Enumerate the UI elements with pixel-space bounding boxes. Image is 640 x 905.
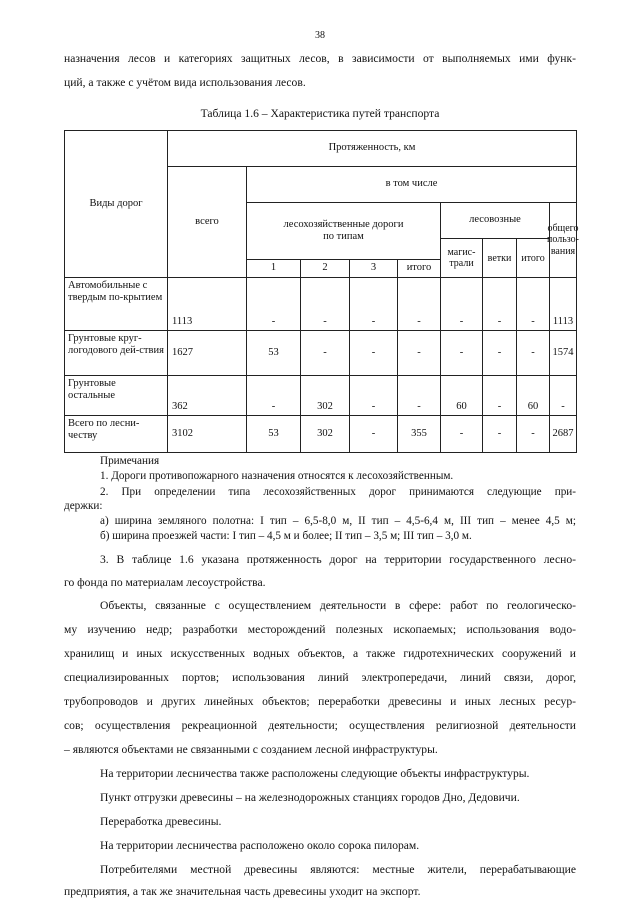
note-3-line-2: го фонда по материалам лесоустройства. <box>64 576 266 589</box>
row-3-total: 362 <box>168 376 247 416</box>
consumers-line-2: предприятия, а так же значительная часть древесины уходит на экспорт. <box>64 885 421 898</box>
row-1-total: 1113 <box>168 278 247 331</box>
row-2-t1: 53 <box>247 331 301 376</box>
header-length: Протяженность, км <box>168 131 576 167</box>
objects-line-2: му изучению недр; разработки месторождений полезных ископаемых; использования водо- <box>64 623 576 636</box>
row-3-forestry-total: - <box>398 376 441 416</box>
row-1-logging-total: - <box>517 278 550 331</box>
row-4-logging-total: - <box>517 416 550 452</box>
row-2-t2: - <box>301 331 350 376</box>
row-2-logging-total: - <box>517 331 550 376</box>
row-3-t3: - <box>350 376 398 416</box>
para-processing: Переработка древесины. <box>100 815 222 828</box>
row-1-general: 1113 <box>550 278 576 331</box>
header-logging: лесовозные <box>441 203 550 239</box>
row-1-name: Автомобильные с твердым по-крытием <box>65 278 168 331</box>
row-4-total: 3102 <box>168 416 247 452</box>
row-3-t2: 302 <box>301 376 350 416</box>
row-1-branches: - <box>483 278 517 331</box>
header-including: в том числе <box>247 167 576 203</box>
row-2-name: Грунтовые круг-логодового дей-ствия <box>65 331 168 376</box>
row-1-t2: - <box>301 278 350 331</box>
header-type-2: 2 <box>301 260 350 278</box>
objects-line-3: хранилищ и иных искусственных водных объектов, а также гидротехнических сооружений и <box>64 647 576 660</box>
header-logging-total: итого <box>517 239 550 278</box>
header-road-types: Виды дорог <box>65 131 168 278</box>
para-sawmills: На территории лесничества расположено около сорока пилорам. <box>100 839 420 852</box>
row-3-branches: - <box>483 376 517 416</box>
objects-line-7: – являются объектами не связанными с созданием лесной инфраструктуры. <box>64 743 438 756</box>
header-type-3: 3 <box>350 260 398 278</box>
intro-line-1: назначения лесов и категориях защитных лесов, в зависимости от выполняемых ими функ- <box>64 52 576 65</box>
row-4-t2: 302 <box>301 416 350 452</box>
row-3-mains: 60 <box>441 376 483 416</box>
transport-table <box>64 130 580 453</box>
note-2-line-1: 2. При определении типа лесохозяйственных дорог принимаются следующие при- <box>100 486 576 498</box>
row-3-logging-total: 60 <box>517 376 550 416</box>
row-4-mains: - <box>441 416 483 452</box>
header-general-use: общего пользо-вания <box>550 203 576 278</box>
row-4-t3: - <box>350 416 398 452</box>
intro-line-2: ций, а также с учётом вида использования лесов. <box>64 76 306 89</box>
para-shipping-point: Пункт отгрузки древесины – на железнодорожных станциях городов Дно, Дедовичи. <box>100 791 520 804</box>
note-2-line-2: держки: <box>64 500 103 512</box>
row-4-general: 2687 <box>552 427 574 439</box>
objects-line-1: Объекты, связанные с осуществлением деятельности в сфере: работ по геологическо- <box>100 599 576 612</box>
row-4-t1: 53 <box>247 416 301 452</box>
row-3-t1: - <box>247 376 301 416</box>
row-3-general: - <box>550 376 576 416</box>
header-forestry-total: итого <box>398 260 441 278</box>
row-1-t1: - <box>247 278 301 331</box>
row-3-name: Грунтовые остальные <box>65 376 168 416</box>
row-2-mains: - <box>441 331 483 376</box>
row-4-name: Всего по лесни-честву <box>65 416 168 452</box>
page-number: 38 <box>315 30 325 41</box>
note-2b: б) ширина проезжей части: I тип – 4,5 м и более; II тип – 3,5 м; III тип – 3,0 м. <box>100 530 472 542</box>
row-1-forestry-total: - <box>398 278 441 331</box>
row-2-branches: - <box>483 331 517 376</box>
row-2-general: 1574 <box>550 331 576 376</box>
row-1-t3: - <box>350 278 398 331</box>
row-2-t3: - <box>350 331 398 376</box>
row-1-mains: - <box>441 278 483 331</box>
header-branches: ветки <box>483 239 517 278</box>
objects-line-5: трубопроводов и других линейных объектов; переработки древесины и иных лесных ресур- <box>64 695 576 708</box>
objects-line-4: специализированных портов; использования линий электропередачи, линий связи, дорог, <box>64 671 576 684</box>
row-4-forestry-total: 355 <box>398 416 441 452</box>
para-infrastructure: На территории лесничества также расположены следующие объекты инфраструктуры. <box>100 767 530 780</box>
note-3-line-1: 3. В таблице 1.6 указана протяженность дорог на территории государственного лесно- <box>100 553 576 566</box>
header-type-1: 1 <box>247 260 301 278</box>
header-mains: магис-трали <box>441 239 483 278</box>
consumers-line-1: Потребителями местной древесины являются: местные жители, перерабатывающие <box>100 863 576 876</box>
row-4-branches: - <box>483 416 517 452</box>
header-forestry-roads: лесохозяйственные дороги по типам <box>247 203 441 260</box>
row-2-forestry-total: - <box>398 331 441 376</box>
note-2a: а) ширина земляного полотна: I тип – 6,5-8,0 м, II тип – 4,5-6,4 м, III тип – менее 4,5 м; <box>100 515 576 527</box>
table-caption: Таблица 1.6 – Характеристика путей транспорта <box>200 107 440 120</box>
header-total: всего <box>168 167 247 278</box>
notes-title: Примечания <box>100 455 160 467</box>
row-2-total: 1627 <box>168 331 247 376</box>
objects-line-6: сов; осуществления рекреационной деятельности; осуществления религиозной деятельности <box>64 719 576 732</box>
note-1: 1. Дороги противопожарного назначения относятся к лесохозяйственным. <box>100 470 454 482</box>
